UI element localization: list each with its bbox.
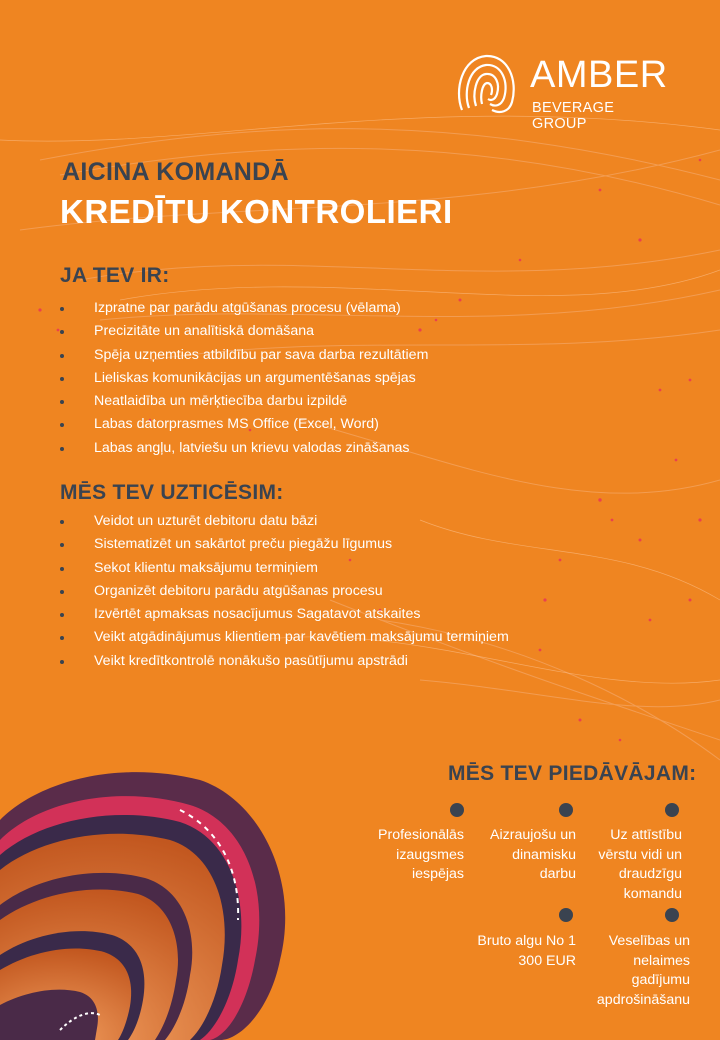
bullet-icon: [60, 660, 64, 664]
offer-title: MĒS TEV PIEDĀVĀJAM:: [448, 762, 697, 785]
offer-item-salary: Bruto algu No 1 300 EUR: [477, 933, 576, 969]
job-title: KREDĪTU KONTROLIERI: [60, 193, 453, 230]
list-item: Veidot un uzturēt debitoru datu bāzi: [60, 510, 509, 533]
amber-logo: [452, 50, 672, 132]
offer-item-insurance: Veselības un nelaimes gadījumu apdrošināšanu: [596, 933, 690, 1008]
offer-bullet-icon: [559, 803, 573, 817]
list-item: Veikt atgādinājumus klientiem par kavētiem maksājumu termiņiem: [60, 626, 509, 649]
bullet-icon: [60, 377, 64, 381]
list-item: Spēja uzņemties atbildību par sava darba rezultātiem: [60, 344, 428, 367]
decorative-swirl-art: [0, 760, 300, 1040]
bullet-icon: [60, 590, 64, 594]
offer-bullet-icon: [559, 908, 573, 922]
offer-item-growth: Profesionālās izaugsmes iespējas: [378, 827, 464, 883]
amber-logo-icon: [452, 50, 520, 118]
duties-title: MĒS TEV UZTICĒSIM:: [60, 481, 284, 504]
offer-bullet-icon: [450, 803, 464, 817]
offer-bullet-icon: [665, 803, 679, 817]
bullet-icon: [60, 520, 64, 524]
bullet-icon: [60, 423, 64, 427]
requirements-title: JA TEV IR:: [60, 264, 170, 287]
list-item: Labas datorprasmes MS Office (Excel, Word): [60, 413, 428, 436]
bullet-icon: [60, 354, 64, 358]
duties-list: [60, 510, 509, 673]
bullet-icon: [60, 447, 64, 451]
brand-name: AMBER: [530, 54, 668, 96]
brand-subtitle: BEVERAGE GROUP: [532, 100, 615, 132]
offer-bullet-icon: [665, 908, 679, 922]
bullet-icon: [60, 567, 64, 571]
list-item: Sekot klientu maksājumu termiņiem: [60, 557, 509, 580]
offer-item-environment: Uz attīstību vērstu vidi un draudzīgu komandu: [598, 827, 682, 902]
list-item: Organizēt debitoru parādu atgūšanas procesu: [60, 580, 509, 603]
list-item: Sistematizēt un sakārtot preču piegāžu līgumus: [60, 533, 509, 556]
list-item: Izpratne par parādu atgūšanas procesu (vēlama): [60, 297, 428, 320]
requirements-list: [60, 297, 428, 460]
bullet-icon: [60, 636, 64, 640]
bullet-icon: [60, 613, 64, 617]
invite-heading: AICINA KOMANDĀ: [62, 158, 289, 186]
list-item: Veikt kredītkontrolē nonākušo pasūtījumu apstrādi: [60, 650, 509, 673]
offer-item-work: Aizraujošu un dinamisku darbu: [490, 827, 576, 883]
list-item: Precizitāte un analītiskā domāšana: [60, 320, 428, 343]
list-item: Labas angļu, latviešu un krievu valodas zināšanas: [60, 437, 428, 460]
bullet-icon: [60, 330, 64, 334]
bullet-icon: [60, 400, 64, 404]
list-item: Neatlaidība un mērķtiecība darbu izpildē: [60, 390, 428, 413]
list-item: Izvērtēt apmaksas nosacījumus Sagatavot atskaites: [60, 603, 509, 626]
list-item: Lieliskas komunikācijas un argumentēšanas spējas: [60, 367, 428, 390]
bullet-icon: [60, 307, 64, 311]
bullet-icon: [60, 543, 64, 547]
